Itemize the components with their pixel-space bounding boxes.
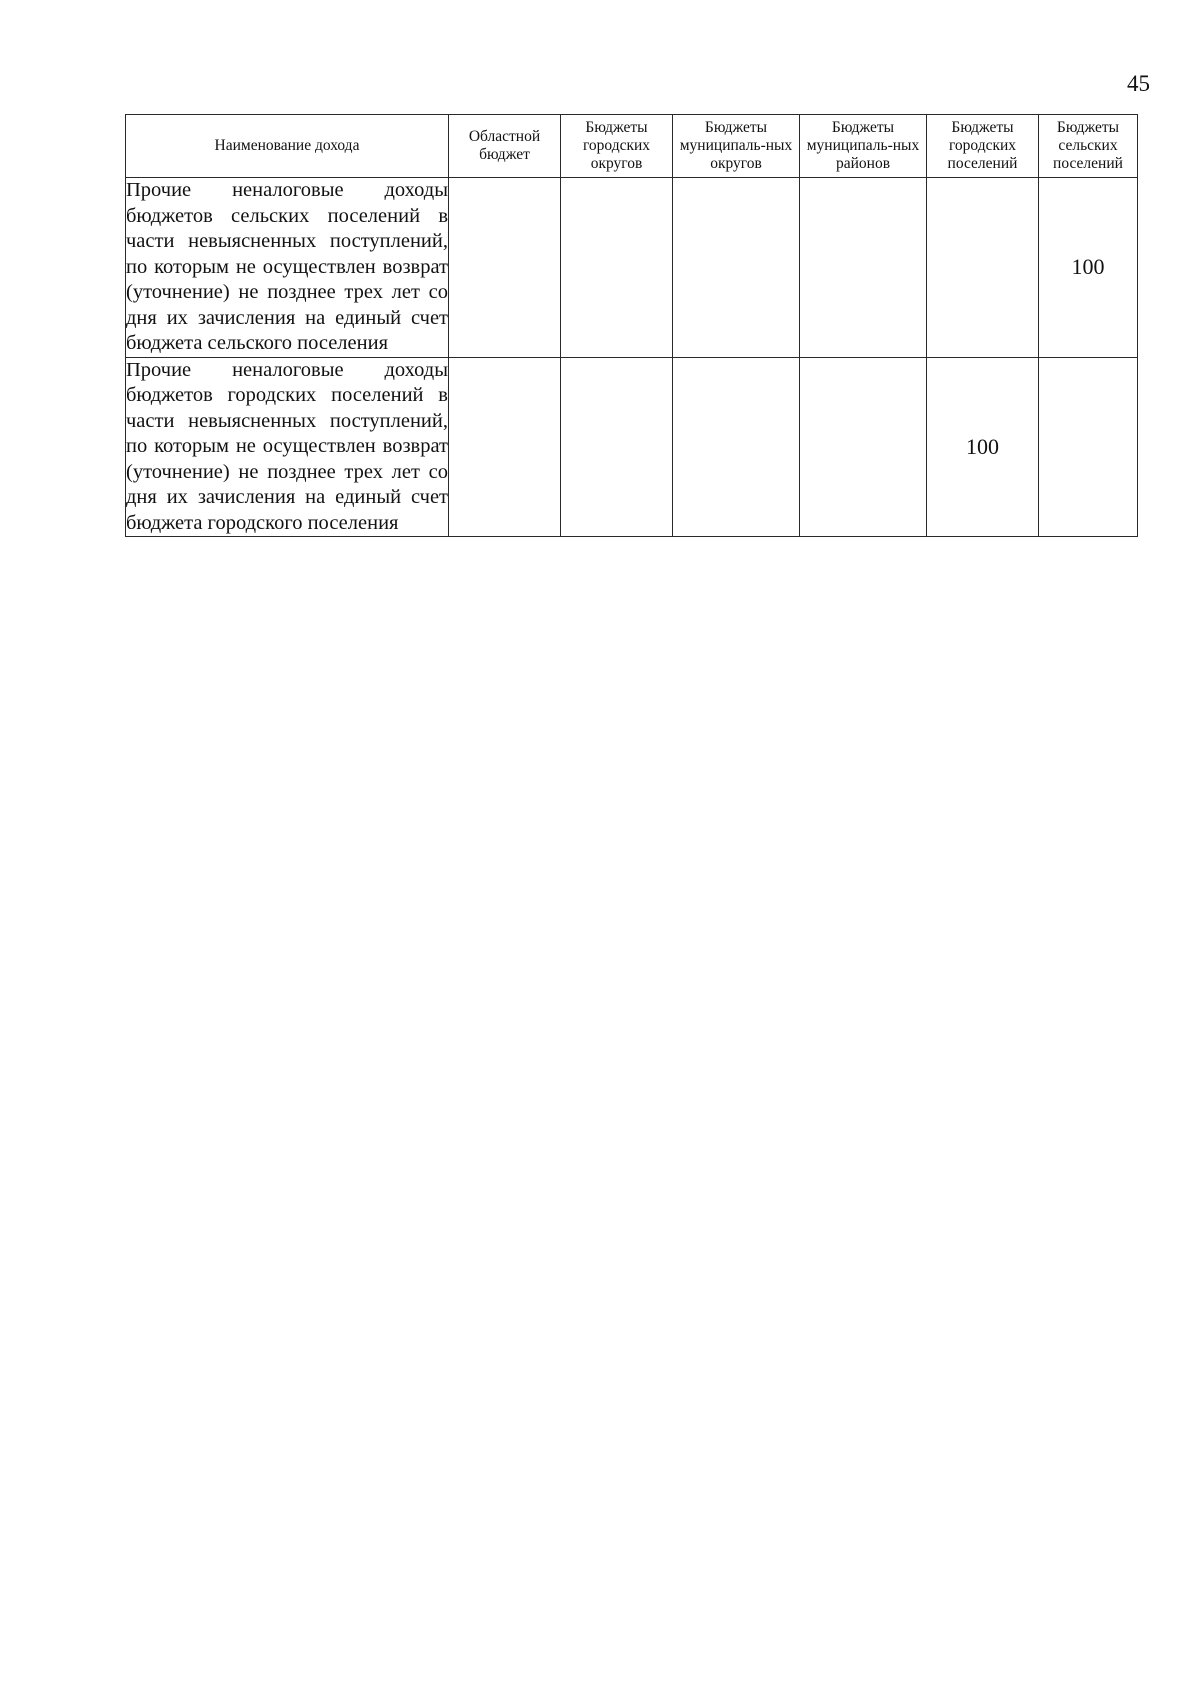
header-municipal-okrugs-budgets: Бюджеты муниципаль-ных округов [673,115,800,178]
header-municipal-districts-budgets: Бюджеты муниципаль-ных районов [800,115,927,178]
city-districts-cell [561,357,673,537]
income-name-cell: Прочие неналоговые доходы бюджетов сельских поселений в части невыясненных поступлений, по которым не осуществлен возврат (уточнение) не позднее трех лет со дня их зачисления на единый счет бюджета сельского поселения [126,178,449,358]
urban-settlements-cell: 100 [927,357,1039,537]
table-row [126,178,1138,358]
municipal-districts-cell [800,178,927,358]
rural-settlements-cell: 100 [1039,178,1138,358]
header-urban-settlements-budgets: Бюджеты городских поселений [927,115,1039,178]
rural-settlements-cell [1039,357,1138,537]
urban-settlements-cell [927,178,1039,358]
city-districts-cell [561,178,673,358]
regional-budget-cell [449,357,561,537]
municipal-okrugs-cell [673,178,800,358]
table-header [126,115,1138,178]
header-regional-budget: Областной бюджет [449,115,561,178]
header-income-name: Наименование дохода [126,115,449,178]
table-row [126,357,1138,537]
municipal-okrugs-cell [673,357,800,537]
header-city-districts-budgets: Бюджеты городских округов [561,115,673,178]
table-body [126,178,1138,537]
municipal-districts-cell [800,357,927,537]
header-row [126,115,1138,178]
income-distribution-table [125,114,1138,537]
income-name-cell: Прочие неналоговые доходы бюджетов городских поселений в части невыясненных поступлений, по которым не осуществлен возврат (уточнение) не позднее трех лет со дня их зачисления на единый счет бюджета городского поселения [126,357,449,537]
page-number: 45 [1127,71,1150,96]
header-rural-settlements-budgets: Бюджеты сельских поселений [1039,115,1138,178]
regional-budget-cell [449,178,561,358]
